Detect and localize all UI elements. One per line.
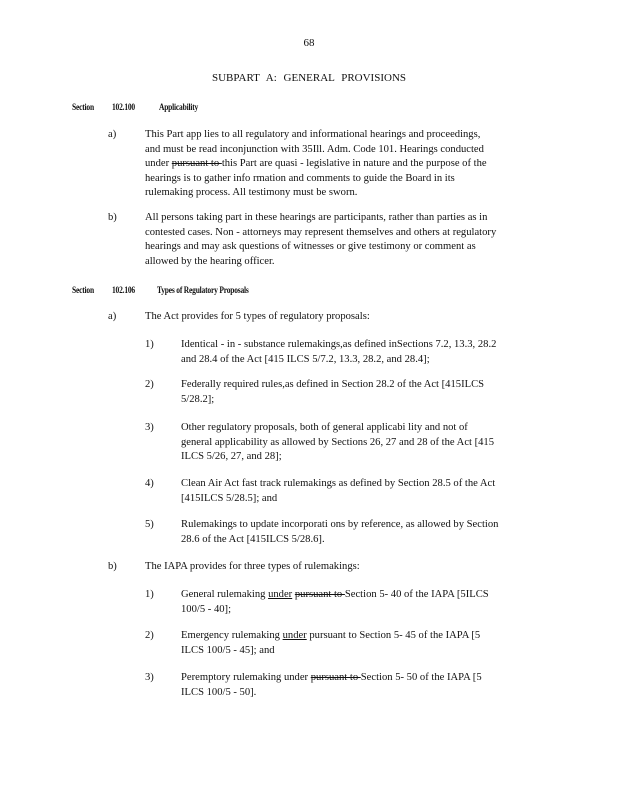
section-label: Section [72, 101, 94, 113]
text-line: general applicability as allowed by Sections 26, 27 and 28 of the Act [415 [181, 436, 495, 448]
item-label: b) [108, 561, 117, 572]
subsection-a-text: The Act provides for 5 types of regulatory proposals: [145, 311, 370, 322]
text-line: ILCS 100/5 - 50]. [181, 686, 257, 698]
list-item [181, 588, 489, 617]
text-line: and must be read inconjunction with 35Ill. Adm. Code 101. Hearings conducted [145, 143, 484, 155]
subpart-title: SUBPART A: GENERAL PROVISIONS [212, 72, 406, 84]
text-span: this Part are quasi - legislative in nature and the purpose of the [221, 158, 487, 170]
section-number: 102.106 [112, 284, 135, 296]
text-span: Section 5- 45 of the IAPA [5 [359, 630, 481, 641]
text-span: Peremptory rulemaking under [181, 672, 311, 683]
text-line: Federally required rules,as defined in Section 28.2 of the Act [415ILCS [181, 379, 485, 390]
list-item [181, 338, 496, 367]
text-line: ILCS 100/5 - 45]; and [181, 644, 275, 656]
subsection-b-text: The IAPA provides for three types of rulemakings: [145, 561, 360, 572]
section-label: Section [72, 284, 94, 296]
paragraph-b [145, 211, 496, 269]
struck-text: pursuant to [171, 158, 222, 170]
item-label: b) [108, 212, 117, 223]
text-line: ILCS 5/26, 27, and 28]; [181, 451, 282, 463]
page-number: 68 [303, 37, 315, 49]
item-label: 3) [145, 672, 154, 683]
item-label: a) [108, 311, 117, 322]
text-line: and 28.4 of the Act [415 ILCS 5/7.2, 13.3, 28.2, and 28.4]; [181, 353, 430, 365]
item-label: 5) [145, 519, 154, 530]
text-line: Identical - in - substance rulemakings,as defined inSections 7.2, 13.3, 28.2 [181, 339, 497, 350]
underlined-text: under [282, 630, 307, 641]
struck-text: pursuant to [294, 589, 345, 600]
section-heading: Applicability [159, 101, 199, 113]
item-label: 1) [145, 589, 154, 600]
text-line: 28.6 of the Act [415ILCS 5/28.6]. [181, 533, 325, 545]
section-heading: Types of Regulatory Proposals [157, 284, 249, 296]
text-line: All persons taking part in these hearings are participants, rather than parties as in [145, 212, 488, 223]
text-line [145, 157, 487, 172]
text-span: under [145, 158, 172, 170]
text-line: Rulemakings to update incorporati ons by reference, as allowed by Section [181, 519, 499, 530]
text-line: rulemaking process. All testimony must be sworn. [145, 187, 358, 199]
item-label: a) [108, 129, 117, 140]
item-label: 2) [145, 379, 154, 390]
text-line [181, 629, 480, 644]
text-line [181, 671, 482, 686]
paragraph-a [145, 128, 487, 201]
text-line: This Part app lies to all regulatory and informational hearings and proceedings, [145, 129, 481, 140]
list-item [181, 421, 494, 465]
list-item [181, 629, 480, 658]
list-item [181, 671, 482, 700]
text-line: hearings and may ask questions of witnesses or give testimony or comment as [145, 241, 476, 253]
list-item [181, 378, 484, 407]
text-line: allowed by the hearing officer. [145, 255, 275, 267]
list-item [181, 518, 498, 547]
text-line: Clean Air Act fast track rulemakings as defined by Section 28.5 of the Act [181, 478, 496, 489]
item-label: 2) [145, 630, 154, 641]
text-line: 100/5 - 40]; [181, 603, 232, 615]
underlined-text: under [268, 589, 293, 600]
text-line: Other regulatory proposals, both of general applicabi lity and not of [181, 422, 468, 433]
item-label: 4) [145, 478, 154, 489]
text-span: Section 5- 40 of the IAPA [5ILCS [344, 589, 489, 600]
text-span: General rulemaking [181, 589, 269, 600]
text-line: contested cases. Non - attorneys may represent themselves and others at regulatory [145, 226, 497, 238]
item-label: 3) [145, 422, 154, 433]
struck-text: pursuant to [310, 672, 361, 683]
text-line: [415ILCS 5/28.5]; and [181, 492, 278, 504]
text-line [181, 588, 489, 603]
section-number: 102.100 [112, 101, 135, 113]
item-label: 1) [145, 339, 154, 350]
text-span: pursuant to [306, 630, 360, 641]
text-span: Emergency rulemaking [181, 630, 283, 641]
text-line: hearings is to gather info rmation and comments to guide the Board in its [145, 172, 455, 184]
list-item [181, 477, 495, 506]
text-span: Section 5- 50 of the IAPA [5 [360, 672, 482, 683]
text-line: 5/28.2]; [181, 393, 215, 405]
